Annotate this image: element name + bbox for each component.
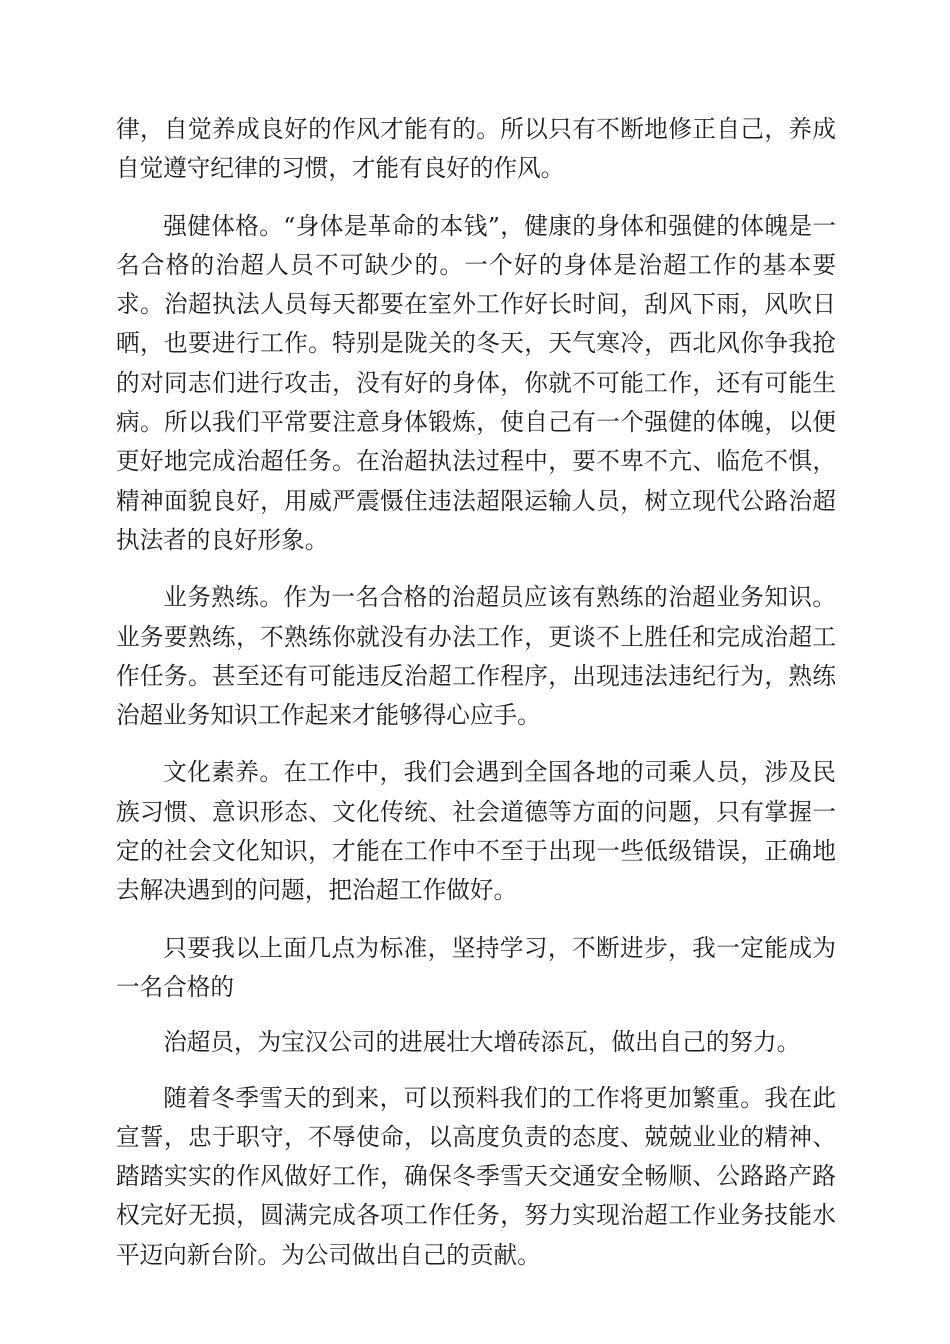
paragraph-contribution: 治超员，为宝汉公司的进展壮大增砖添瓦，做出自己的努力。 bbox=[163, 1028, 801, 1057]
paragraph-business-skills: 业务熟练。作为一名合格的治超员应该有熟练的治超业务知识。业务要熟练，不熟练你就没有办法工作，更谈不上胜任和完成治超工作任务。甚至还有可能违反治超工作程序，出现违法违纪行为，熟练治超业务知识工作起来才能够得心应手。 bbox=[116, 583, 836, 730]
document-page bbox=[116, 110, 836, 1293]
paragraph-continuation: 律，自觉养成良好的作风才能有的。所以只有不断地修正自己，养成自觉遵守纪律的习惯，才能有良好的作风。 bbox=[116, 115, 836, 183]
paragraph-winter-pledge: 随着冬季雪天的到来，可以预料我们的工作将更加繁重。我在此宣誓，忠于职守，不辱使命，以高度负责的态度、兢兢业业的精神、踏踏实实的作风做好工作，确保冬季雪天交通安全畅顺、公路路产路权完好无损，圆满完成各项工作任务，努力实现治超工作业务技能水平迈向新台阶。为公司做出自己的贡献。 bbox=[116, 1083, 836, 1269]
paragraph-standard-commitment: 只要我以上面几点为标准，坚持学习，不断进步，我一定能成为一名合格的 bbox=[116, 933, 836, 1001]
paragraph-cultural-literacy: 文化素养。在工作中，我们会遇到全国各地的司乘人员，涉及民族习惯、意识形态、文化传统、社会道德等方面的问题，只有掌握一定的社会文化知识，才能在工作中不至于出现一些低级错误，正确地去解决遇到的问题，把治超工作做好。 bbox=[116, 758, 836, 905]
paragraph-physical-fitness: 强健体格。“身体是革命的本钱”，健康的身体和强健的体魄是一名合格的治超人员不可缺少的。一个好的身体是治超工作的基本要求。治超执法人员每天都要在室外工作好长时间，刮风下雨，风吹日晒，也要进行工作。特别是陇关的冬天，天气寒冷，西北风你争我抢的对同志们进行攻击，没有好的身体，你就不可能工作，还有可能生病。所以我们平常要注意身体锻炼，使自己有一个强健的体魄，以便更好地完成治超任务。在治超执法过程中，要不卑不亢、临危不惧，精神面貌良好，用威严震慑住违法超限运输人员，树立现代公路治超执法者的良好形象。 bbox=[116, 211, 836, 554]
